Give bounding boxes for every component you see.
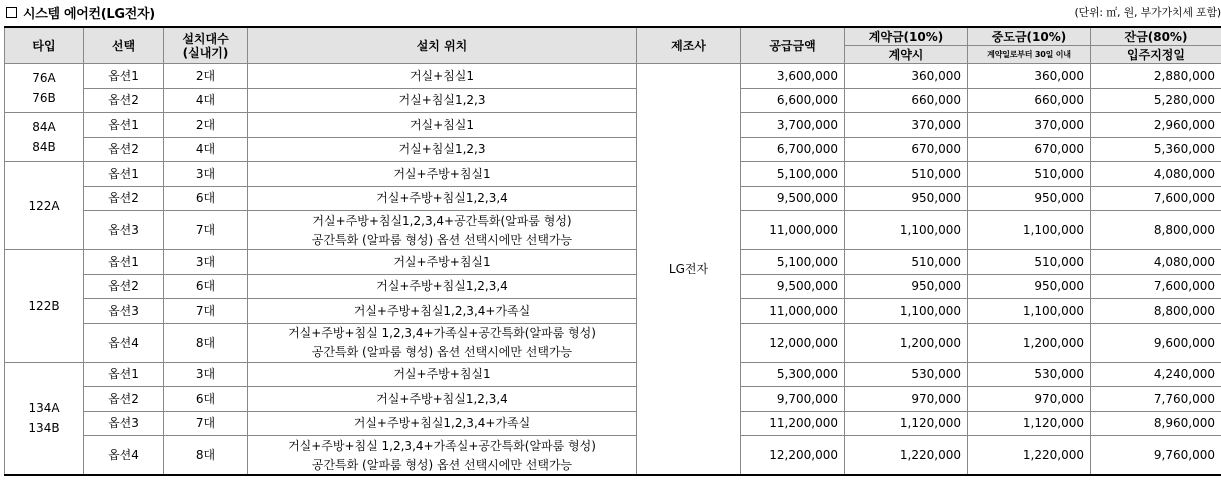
- unit-note: (단위: ㎡, 원, 부가가치세 포함): [1074, 6, 1221, 19]
- type-cell: [5, 250, 84, 363]
- interim-cell: 970,000: [968, 387, 1091, 412]
- balance-cell: 8,800,000: [1091, 211, 1221, 250]
- units-cell: 6대: [164, 274, 248, 299]
- interim-cell: 530,000: [968, 362, 1091, 387]
- table-row: [5, 211, 1221, 250]
- header-supply: 공급금액: [741, 27, 845, 64]
- balance-cell: 2,960,000: [1091, 113, 1221, 138]
- interim-cell: 1,200,000: [968, 323, 1091, 362]
- contract-cell: 1,200,000: [845, 323, 968, 362]
- location-text: 거실+침실1,2,3: [398, 93, 486, 108]
- type-cell: [5, 113, 84, 162]
- option-cell: 옵션1: [84, 250, 164, 275]
- supply-cell: 6,700,000: [741, 137, 845, 162]
- option-cell: 옵션3: [84, 411, 164, 436]
- header-interim: 중도금(10%): [968, 27, 1091, 46]
- table-row: [5, 113, 1221, 138]
- table-row: [5, 411, 1221, 436]
- supply-cell: 9,500,000: [741, 274, 845, 299]
- interim-cell: 1,120,000: [968, 411, 1091, 436]
- interim-cell: 360,000: [968, 64, 1091, 89]
- contract-cell: 970,000: [845, 387, 968, 412]
- balance-cell: 5,360,000: [1091, 137, 1221, 162]
- location-cell: [248, 211, 637, 250]
- balance-cell: 4,080,000: [1091, 250, 1221, 275]
- location-text: 거실+침실1: [409, 117, 475, 132]
- location-cell: [248, 64, 637, 89]
- contract-cell: 1,120,000: [845, 411, 968, 436]
- table-row: [5, 362, 1221, 387]
- type-cell: [5, 64, 84, 113]
- balance-cell: 8,960,000: [1091, 411, 1221, 436]
- header-type: 타입: [5, 27, 84, 64]
- location-cell: [248, 436, 637, 476]
- type-label: 84A: [32, 120, 56, 134]
- balance-cell: 9,600,000: [1091, 323, 1221, 362]
- interim-cell: 670,000: [968, 137, 1091, 162]
- table-row: [5, 64, 1221, 89]
- option-cell: 옵션1: [84, 113, 164, 138]
- supply-cell: 9,700,000: [741, 387, 845, 412]
- location-note: 공간특화 (알파룸 형성) 옵션 선택시에만 선택가능: [311, 232, 573, 247]
- interim-cell: 950,000: [968, 274, 1091, 299]
- option-cell: 옵션4: [84, 323, 164, 362]
- location-note: 공간특화 (알파룸 형성) 옵션 선택시에만 선택가능: [311, 345, 573, 359]
- supply-cell: 5,100,000: [741, 162, 845, 187]
- interim-cell: 510,000: [968, 162, 1091, 187]
- location-cell: [248, 387, 637, 412]
- interim-cell: 660,000: [968, 88, 1091, 113]
- table-row: [5, 436, 1221, 476]
- supply-cell: 12,000,000: [741, 323, 845, 362]
- balance-cell: 9,760,000: [1091, 436, 1221, 476]
- units-cell: 4대: [164, 137, 248, 162]
- option-cell: 옵션4: [84, 436, 164, 476]
- contract-cell: 530,000: [845, 362, 968, 387]
- location-text: 거실+침실1: [409, 68, 475, 83]
- location-text: 거실+주방+침실1,2,3,4: [376, 391, 508, 406]
- header-interim-sub: 계약일로부터 30일 이내: [968, 46, 1091, 64]
- supply-cell: 6,600,000: [741, 88, 845, 113]
- type-label: 76B: [32, 91, 56, 105]
- units-cell: 7대: [164, 211, 248, 250]
- header-balance-sub: 입주지정일: [1091, 46, 1221, 64]
- units-cell: 6대: [164, 387, 248, 412]
- supply-cell: 12,200,000: [741, 436, 845, 476]
- balance-cell: 4,080,000: [1091, 162, 1221, 187]
- supply-cell: 11,000,000: [741, 299, 845, 324]
- interim-cell: 370,000: [968, 113, 1091, 138]
- location-text: 거실+주방+침실 1,2,3,4+가족실+공간특화(알파룸 형성): [288, 438, 596, 453]
- units-cell: 8대: [164, 436, 248, 476]
- option-cell: 옵션3: [84, 211, 164, 250]
- header-contract-sub: 계약시: [845, 46, 968, 64]
- location-text: 거실+침실1,2,3: [398, 142, 486, 157]
- location-cell: [248, 137, 637, 162]
- balance-cell: 8,800,000: [1091, 299, 1221, 324]
- contract-cell: 950,000: [845, 274, 968, 299]
- location-cell: [248, 362, 637, 387]
- header-option: 선택: [84, 27, 164, 64]
- location-text: 거실+주방+침실1: [393, 254, 491, 269]
- type-label: 134A: [28, 401, 60, 416]
- location-cell: [248, 113, 637, 138]
- type-label: 134B: [28, 421, 60, 436]
- type-label: 84B: [32, 140, 56, 154]
- interim-cell: 510,000: [968, 250, 1091, 275]
- header-units-line2: (실내기): [182, 45, 229, 60]
- type-label: 122B: [28, 298, 60, 313]
- option-cell: 옵션2: [84, 88, 164, 113]
- location-cell: [248, 88, 637, 113]
- contract-cell: 1,100,000: [845, 211, 968, 250]
- table-header: [5, 27, 1221, 64]
- contract-cell: 1,100,000: [845, 299, 968, 324]
- location-cell: [248, 411, 637, 436]
- option-cell: 옵션1: [84, 162, 164, 187]
- supply-cell: 5,300,000: [741, 362, 845, 387]
- balance-cell: 4,240,000: [1091, 362, 1221, 387]
- units-cell: 3대: [164, 162, 248, 187]
- location-text: 거실+주방+침실1: [393, 367, 491, 382]
- table-row: [5, 323, 1221, 362]
- aircon-price-table: [4, 26, 1221, 476]
- location-cell: [248, 162, 637, 187]
- contract-cell: 660,000: [845, 88, 968, 113]
- table-row: [5, 88, 1221, 113]
- location-text: 거실+주방+침실1,2,3,4+가족실: [353, 303, 531, 318]
- location-cell: [248, 250, 637, 275]
- option-cell: 옵션2: [84, 137, 164, 162]
- units-cell: 3대: [164, 250, 248, 275]
- location-cell: [248, 186, 637, 211]
- location-cell: [248, 323, 637, 362]
- table-row: [5, 162, 1221, 187]
- option-cell: 옵션1: [84, 362, 164, 387]
- location-text: 거실+주방+침실1,2,3,4+가족실: [353, 416, 531, 431]
- table-row: [5, 299, 1221, 324]
- type-label: 76A: [32, 71, 56, 85]
- location-text: 거실+주방+침실1: [393, 166, 491, 181]
- location-note: 공간특화 (알파룸 형성) 옵션 선택시에만 선택가능: [311, 457, 573, 472]
- header-contract: 계약금(10%): [845, 27, 968, 46]
- table-row: [5, 387, 1221, 412]
- interim-cell: 950,000: [968, 186, 1091, 211]
- supply-cell: 11,000,000: [741, 211, 845, 250]
- interim-cell: 1,100,000: [968, 299, 1091, 324]
- units-cell: 4대: [164, 88, 248, 113]
- balance-cell: 7,600,000: [1091, 274, 1221, 299]
- table-row: [5, 186, 1221, 211]
- type-label: 122A: [28, 198, 60, 213]
- table-row: [5, 250, 1221, 275]
- units-cell: 2대: [164, 64, 248, 89]
- location-text: 거실+주방+침실1,2,3,4: [376, 279, 508, 294]
- units-cell: 8대: [164, 323, 248, 362]
- table-row: [5, 274, 1221, 299]
- contract-cell: 1,220,000: [845, 436, 968, 476]
- supply-cell: 9,500,000: [741, 186, 845, 211]
- interim-cell: 1,220,000: [968, 436, 1091, 476]
- location-cell: [248, 299, 637, 324]
- header-units: [164, 27, 248, 64]
- units-cell: 2대: [164, 113, 248, 138]
- table-row: [5, 137, 1221, 162]
- location-text: 거실+주방+침실 1,2,3,4+가족실+공간특화(알파룸 형성): [288, 326, 596, 340]
- header-units-line1: 설치대수: [182, 31, 229, 46]
- units-cell: 7대: [164, 299, 248, 324]
- supply-cell: 5,100,000: [741, 250, 845, 275]
- supply-cell: 3,600,000: [741, 64, 845, 89]
- units-cell: 7대: [164, 411, 248, 436]
- contract-cell: 360,000: [845, 64, 968, 89]
- maker-cell: LG전자: [637, 64, 741, 476]
- type-cell: [5, 162, 84, 250]
- balance-cell: 7,760,000: [1091, 387, 1221, 412]
- balance-cell: 2,880,000: [1091, 64, 1221, 89]
- supply-cell: 3,700,000: [741, 113, 845, 138]
- location-cell: [248, 274, 637, 299]
- table-body: [5, 64, 1221, 476]
- title-bar: [0, 0, 1221, 24]
- type-cell: [5, 362, 84, 475]
- location-text: 거실+주방+침실1,2,3,4+공간특화(알파룸 형성): [312, 213, 572, 228]
- balance-cell: 5,280,000: [1091, 88, 1221, 113]
- interim-cell: 1,100,000: [968, 211, 1091, 250]
- option-cell: 옵션2: [84, 274, 164, 299]
- contract-cell: 370,000: [845, 113, 968, 138]
- contract-cell: 670,000: [845, 137, 968, 162]
- header-location: 설치 위치: [248, 27, 637, 64]
- option-cell: 옵션2: [84, 387, 164, 412]
- option-cell: 옵션3: [84, 299, 164, 324]
- option-cell: 옵션1: [84, 64, 164, 89]
- units-cell: 3대: [164, 362, 248, 387]
- balance-cell: 7,600,000: [1091, 186, 1221, 211]
- units-cell: 6대: [164, 186, 248, 211]
- section-title-text: 시스템 에어컨(LG전자): [23, 7, 155, 22]
- contract-cell: 510,000: [845, 250, 968, 275]
- checkbox-square-icon: [6, 7, 17, 18]
- contract-cell: 950,000: [845, 186, 968, 211]
- contract-cell: 510,000: [845, 162, 968, 187]
- section-title: [6, 3, 155, 22]
- header-balance: 잔금(80%): [1091, 27, 1221, 46]
- option-cell: 옵션2: [84, 186, 164, 211]
- location-text: 거실+주방+침실1,2,3,4: [376, 191, 508, 206]
- header-maker: 제조사: [637, 27, 741, 64]
- supply-cell: 11,200,000: [741, 411, 845, 436]
